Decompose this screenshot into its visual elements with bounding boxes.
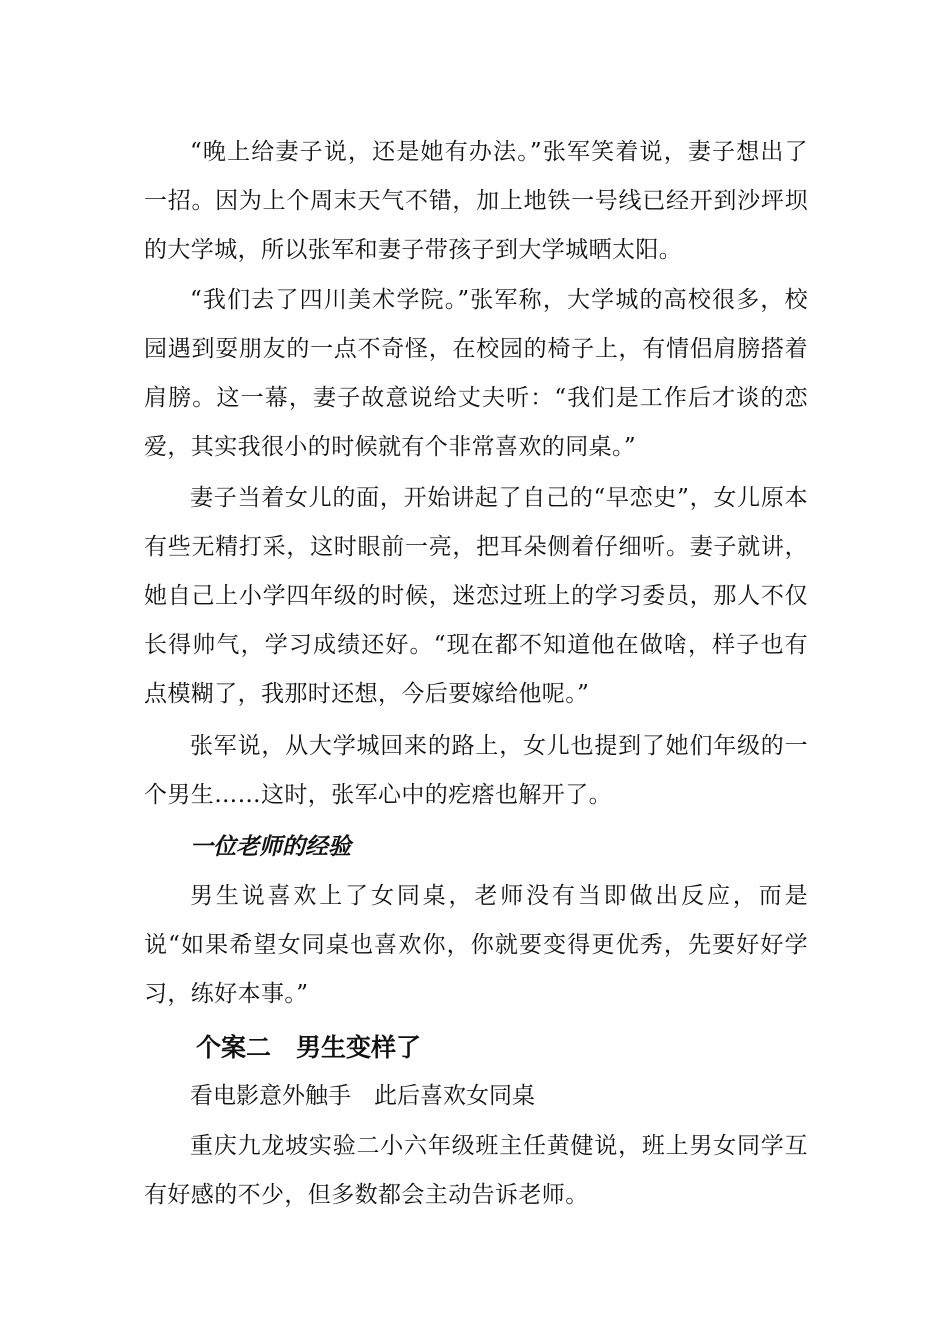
paragraph-2: “我们去了四川美术学院。”张军称，大学城的高校很多，校园遇到耍朋友的一点不奇怪，在校园的椅子上，有情侣肩膀搭着肩膀。这一幕，妻子故意说给丈夫听：“我们是工作后才谈的恋爱，其实我很小的时候就有个非常喜欢的同桌。” (144, 287, 808, 460)
teacher-experience-paragraph: 男生说喜欢上了女同桌，老师没有当即做出反应，而是说“如果希望女同桌也喜欢你，你就要变得更优秀，先要好好学习，练好本事。” (144, 883, 808, 1007)
teacher-experience-heading: 一位老师的经验 (190, 833, 351, 860)
paragraph-4: 张军说，从大学城回来的路上，女儿也提到了她们年级的一个男生……这时，张军心中的疙瘩也解开了。 (144, 733, 808, 808)
paragraph-1: “晚上给妻子说，还是她有办法。”张军笑着说，妻子想出了一招。因为上个周末天气不错，加上地铁一号线已经开到沙坪坝的大学城，所以张军和妻子带孩子到大学城晒太阳。 (144, 139, 808, 263)
case-two-heading: 个案二 男生变样了 (196, 1033, 422, 1062)
case-two-subheading: 看电影意外触手 此后喜欢女同桌 (190, 1083, 535, 1109)
case-two-paragraph: 重庆九龙坡实验二小六年级班主任黄健说，班上男女同学互有好感的不少，但多数都会主动告诉老师。 (144, 1133, 808, 1208)
paragraph-3: 妻子当着女儿的面，开始讲起了自己的“早恋史”，女儿原本有些无精打采，这时眼前一亮，把耳朵侧着仔细听。妻子就讲，她自己上小学四年级的时候，迷恋过班上的学习委员，那人不仅长得帅气，学习成绩还好。“现在都不知道他在做啥，样子也有点模糊了，我那时还想，今后要嫁给他呢。” (144, 485, 808, 707)
